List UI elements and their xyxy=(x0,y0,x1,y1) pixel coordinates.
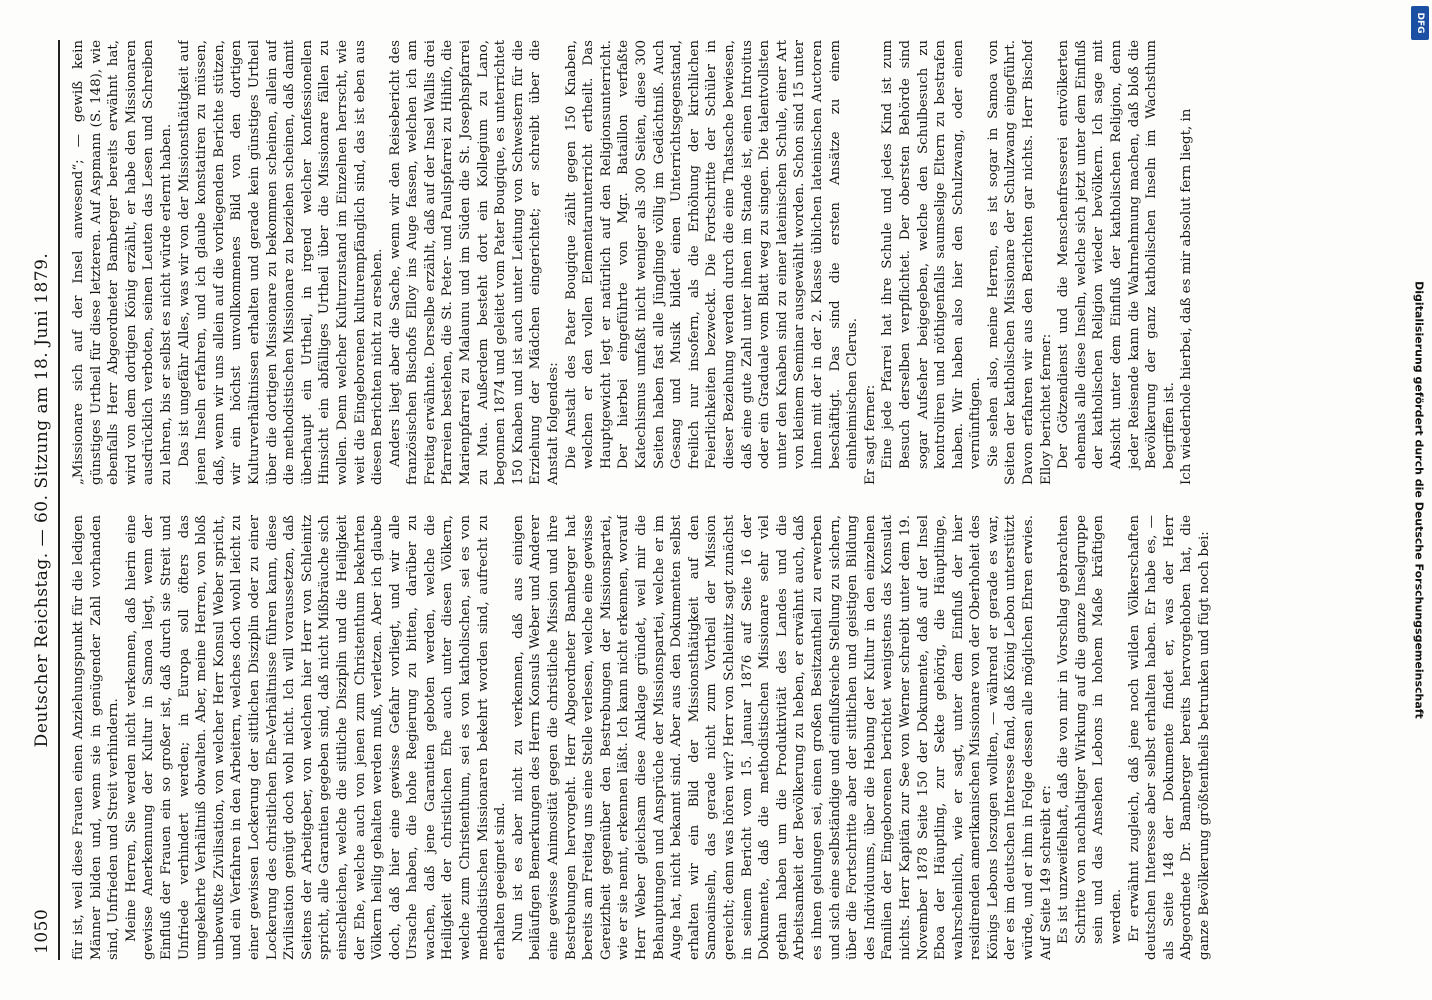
paragraph: Nun ist es aber nicht zu verkennen, daß aus einigen beiläufigen Bemerkungen des Herrn Konsuls Weber und Anderer eine gewisse Animosität gegen die christliche Mission und ihre Bestrebungen hervorgeht. Herr Abgeordneter Bamberger hat bereits am Freitag uns eine Stelle verlesen, welche eine gewisse Gereiztheit gegenüber den Bestrebungen der Missionspartei, wie er sie nennt, erkennen läßt. Ich kann nicht erkennen, worauf Herr Weber gleichsam diese Anklage gründet, weil mir die Behauptungen und Ansprüche der Missionspartei, welche er im Auge hat, nicht bekannt sind. Aber aus den Dokumenten selbst erhalten wir ein Bild der Missionsthätigkeit auf den Samoainseln, das gerade nicht zum Vortheil der Mission gereicht; denn was hören wir? Herr von Schleinitz sagt zunächst in seinem Bericht vom 15. Januar 1876 auf Seite 16 der Dokumente, daß die methodistischen Missionare sehr viel gethan haben um die Produktivität des Landes und die Arbeitsamkeit der Bevölkerung zu heben, er erwähnt auch, daß es ihnen gelungen sei, einen großen Besitzantheil zu erwerben und sich eine selbständige und einflußreiche Stellung zu sichern, über die Fortschritte aber der sittlichen und geistigen Bildung des Individuums, über die Hebung der Kultur in den einzelnen Familien der Eingeborenen berichtet wenigstens das Konsulat nichts. Herr Kapitän zur See von Werner schreibt unter dem 19. November 1878 Seite 150 der Dokumente, daß auf der Insel Eboa der Häuptling, zur Sekte gehörig, die Häuptlinge, wahrscheinlich, wie er sagt, unter dem Einfluß der hier residirenden amerikanischen Missionare von der Oberhoheit des Königs Lebons loszugen wollten, — während er gerade es war, der es im deutschen Interesse fand, daß König Lebon unterstützt würde, und er ihm in Folge dessen alle möglichen Ehren erwies. Auf Seite 149 schreibt er: xyxy=(510,515,1054,960)
paragraph: „Missionare sich auf der Insel anwesend“; — gewiß kein günstiges Urtheil für diese letzteren. Auf Aspmann (S. 148), wie ebenfalls Herr Abgeordneter Bamberger bereits erwähnt hat, wird von dem dortigen König erzählt, er habe den Missionaren ausdrücklich verboten, seinen Leuten das Lesen und Schreiben zu lehren, bis er selbst es nicht würde erlernt haben. xyxy=(71,40,174,485)
paragraph: Der Götzendienst und die Menschenfresserei entvölkerten ehemals alle diese Inseln, welche sich jetzt unter dem Einfluß der katholischen Religion wieder bevölkern. Ich sage mit Absicht unter dem Einfluß der katholischen Religion, denn jeder Reisende kann die Wahrnehmung machen, daß bloß die Bevölkerung der ganz katholischen Inseln im Wachsthum begriffen ist. xyxy=(1056,40,1177,469)
header-rule xyxy=(58,40,60,960)
paragraph: Meine Herren, Sie werden nicht verkennen, daß hierin eine gewisse Anerkennung der Kultur in Samoa liegt, wenn der Einfluß der Frauen ein so großer ist, daß durch sie Streit und Unfriede verhindert werden; in Europa soll öfters das umgekehrte Verhältniß obwalten. Aber, meine Herren, von bloß unbewußte Zivilisation, von welcher Herr Konsul Weber spricht, und ein Verfahren in den Arbeitern, welches doch wohl leicht zu einer gewissen Lockerung der sittlichen Disziplin oder zu einer Lockerung des christlichen Ehe-Verhältnisse führen kann, diese Zivilisation genügt doch wohl nicht. Ich will voraussetzen, daß Seitens der Arbeitgeber, von welchen hier Herr von Schleinitz spricht, alle Garantien gegeben sind, daß nicht Mißbräuche sich einschleichen, welche die sittliche Disziplin und die Heiligkeit der Ehe, welche auch von jenen zum Christenthum bekehrten Völkern heilig gehalten werden muß, verletzen. Aber ich glaube doch, daß hier eine gewisse Gefahr vorliegt, und wir alle Ursache haben, die hohe Regierung zu bitten, darüber zu wachen, daß jene Garantien geboten werden, welche die Heiligkeit der christlichen Ehe auch unter diesen Völkern, welche zum Christenthum, sei es von katholischen, sei es von methodistischen Missionaren bekehrt worden sind, aufrecht zu erhalten geeignet sind. xyxy=(123,515,509,960)
left-column xyxy=(70,515,1370,960)
paragraph: Anders liegt aber die Sache, wenn wir den Reisebericht des französischen Bischofs Elloy ins Auge fassen, welchen ich am Freitag erwähnte. Derselbe erzählt, daß auf der Insel Wallis drei Pfarreien bestehen, die St. Peter- und Paulspfarrei zu Hihifo, die Marienpfarrei zu Malaunu und im Süden die St. Josephspfarrei zu Mua. Außerdem besteht dort ein Kollegium zu Lano, begonnen 1874 und geleitet vom Pater Bougique, es unterrichtet 150 Knaben und ist auch unter Leitung von Schwestern für die Erziehung der Mädchen eingerichtet; er schreibt über die Anstalt folgendes: xyxy=(387,40,562,485)
paragraph: Eine jede Pfarrei hat ihre Schule und jedes Kind ist zum Besuch derselben verpflichtet. Der obersten Behörde sind sogar Aufseher beigegeben, welche den Schulbesuch zu kontroliren und nöthigenfalls saumselige Eltern zu bestrafen haben. Wir haben also hier den Schulzwang, oder einen vernünftigen. xyxy=(880,40,984,469)
paragraph: Ich wiederhole hierbei, daß es mir absolut fern liegt, in xyxy=(1179,108,1195,485)
paragraph: Es ist unzweifelhaft, daß die von mir in Vorschlag gebrachten Schritte von nachhaltiger Wirkung auf die ganze Inselgruppe sein und das Ansehen Lebons in hohem Maße kräftigen werden. xyxy=(1056,515,1125,944)
running-title: Deutscher Reichstag. — 60. Sitzung am 18. Juni 1879. xyxy=(32,252,52,748)
credit-text: Digitalisierung gefördert durch die Deutsche Forschungsgemeinschaft xyxy=(1412,281,1426,719)
page-number: 1050 xyxy=(32,908,52,954)
paragraph: für ist, weil diese Frauen einen Anziehungspunkt für die ledigen Männer bilden und, wenn sie in genügender Zahl vorhanden sind, Unfrieden und Streit verhindern. xyxy=(71,515,122,960)
paragraph: Sie sehen also, meine Herren, es ist sogar in Samoa von Seiten der katholischen Missionare der Schulzwang eingeführt. Davon erfahren wir aus den Berichten gar nichts. Herr Bischof Elloy berichtet ferner: xyxy=(985,40,1054,485)
paragraph: Die Anstalt des Pater Bougique zählt gegen 150 Knaben, welchen er den vollen Elementarunterricht ertheilt. Das Hauptgewicht legt er natürlich auf den Religionsunterricht. Der hierbei eingeführte von Mgr. Bataillon verfaßte Katechismus umfaßt nicht weniger als 300 Seiten, diese 300 Seiten haben fast alle Jünglinge völlig im Gedächtniß. Auch Gesang und Musik bildet einen Unterrichtsgegenstand, freilich nur insofern, als die Erhöhung der kirchlichen Feierlichkeiten bezweckt. Die Fortschritte der Schüler in dieser Beziehung werden durch die eine Thatsache bewiesen, daß eine gute Zahl unter ihnen im Stande ist, einen Introitus oder ein Graduale vom Blatt weg zu singen. Die talentvollsten unter den Knaben sind zu einer lateinischen Schule, einer Art von kleinem Seminar ausgewählt worden. Schon sind 15 unter ihnen mit der in der 2. Klasse üblichen lateinischen Auctoren beschäftigt. Das sind die ersten Ansätze zu einem einheimischen Clerus. xyxy=(563,40,861,469)
paragraph: Er erwähnt zugleich, daß jene noch wilden Völkerschaften deutschen Interesse aber selbst erhalten haben. Er habe es, — als Seite 148 der Dokumente findet er, was der Herr Abgeordnete Dr. Bamberger bereits hervorgehoben hat, die ganze Bevölkerung größtentheils betrunken und fügt noch bei: xyxy=(1126,515,1212,960)
right-column xyxy=(70,40,1370,485)
page-header xyxy=(22,40,52,960)
digitization-credit xyxy=(1408,20,1430,980)
paragraph: Das ist ungefähr Alles, was wir von der Missionsthätigkeit auf jenen Inseln erfahren, und ich glaube konstatiren zu müssen, daß, wenn wir uns allein auf die vorliegenden Berichte stützen, wir ein höchst unvollkommenes Bild von den dortigen Kulturverhältnissen erhalten und gerade kein günstiges Urtheil über die dortigen Missionare zu bekommen scheinen, allein auf die methodistischen Missionare zu beziehen scheinen, daß damit überhaupt ein Urtheil, in irgend welcher konfessionellen Hinsicht ein abfälliges Urtheil über die Missionare fällen zu wollen. Denn welcher Kulturzustand im Einzelnen herrscht, wie weit die Eingeborenen kulturempfänglich sind, das ist eben aus diesen Berichten nicht zu ersehen. xyxy=(176,40,386,485)
paragraph: Er sagt ferner: xyxy=(862,384,878,485)
text-columns xyxy=(70,40,1370,960)
dfg-logo: DFG xyxy=(1411,6,1429,40)
